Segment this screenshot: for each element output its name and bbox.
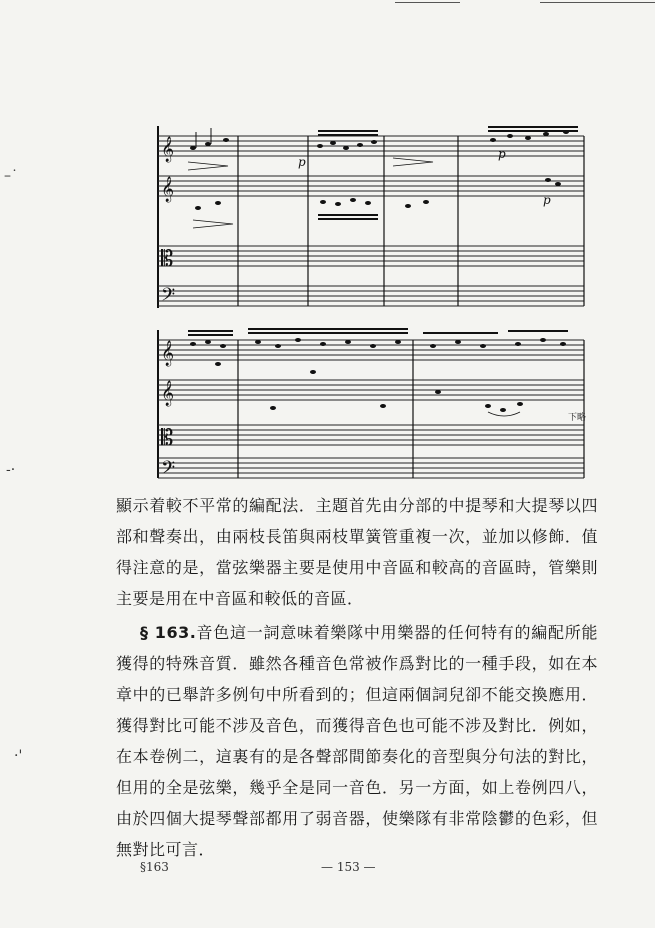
staff-6-notes: [215, 362, 523, 416]
page-number: — 153 —: [321, 860, 376, 874]
svg-text:𝄞: 𝄞: [161, 177, 175, 202]
score-system-2: [148, 320, 598, 480]
section-text: 音色這一詞意味着樂隊中用樂器的任何特有的編配所能獲得的特殊音質．雖然各種音色常被作爲對比的一種手段，如在本章中的已舉許多例句中所看到的；但這兩個詞兒卻不能交換應用．獲得對比可能不涉及音色，而獲得音色也可能不涉及對比．例如，在本卷例二，這裏有的是各聲部間節奏化的音型與分句法的對比，但用的全是弦樂，幾乎全是同一音色．另一方面，如上卷例四八，由於四個大提琴聲部都用了弱音器，使樂隊有非常陰鬱的色彩，但無對比可言．: [116, 623, 598, 859]
section-number: § 163.: [140, 623, 197, 642]
body-text: [116, 490, 598, 865]
margin-mark: ·': [14, 748, 23, 764]
staff-1: [158, 136, 584, 156]
svg-text:p: p: [543, 193, 551, 207]
svg-text:p: p: [298, 155, 306, 169]
score-system-1: [148, 118, 598, 313]
staff-2: [158, 176, 584, 196]
svg-text:𝄞: 𝄞: [161, 341, 175, 366]
paragraph-1: 顯示着較不平常的編配法．主題首先由分部的中提琴和大提琴以四部和聲奏出，由兩枝長笛與兩枝單簧管重複一次，並加以修飾．值得注意的是，當弦樂器主要是使用中音區和較高的音區時，管樂則主要是用在中音區和較低的音區．: [116, 496, 598, 608]
svg-text:𝄡: 𝄡: [161, 247, 174, 272]
svg-text:𝄢: 𝄢: [161, 285, 176, 310]
top-rule-right: [540, 2, 655, 3]
staff-4: [158, 286, 584, 306]
omission-note: 下略: [568, 413, 587, 423]
footer-section-ref: §163: [140, 860, 169, 874]
margin-mark: –˙: [4, 168, 18, 184]
svg-text:𝄡: 𝄡: [161, 426, 174, 451]
score-system-2-svg: [148, 320, 598, 480]
svg-text:p: p: [498, 147, 506, 161]
score-system-1-svg: [148, 118, 598, 313]
staff-7: [158, 425, 584, 445]
staff-6: [158, 380, 584, 400]
svg-text:𝄞: 𝄞: [161, 381, 175, 406]
staff-8: [158, 458, 584, 478]
svg-text:𝄢: 𝄢: [161, 458, 176, 480]
margin-mark: -·: [6, 462, 16, 478]
top-rule-left: [395, 2, 460, 3]
staff-3: [158, 246, 584, 266]
staff-1-notes: [188, 126, 578, 170]
svg-text:𝄞: 𝄞: [161, 137, 175, 162]
section-paragraph: [116, 617, 598, 865]
